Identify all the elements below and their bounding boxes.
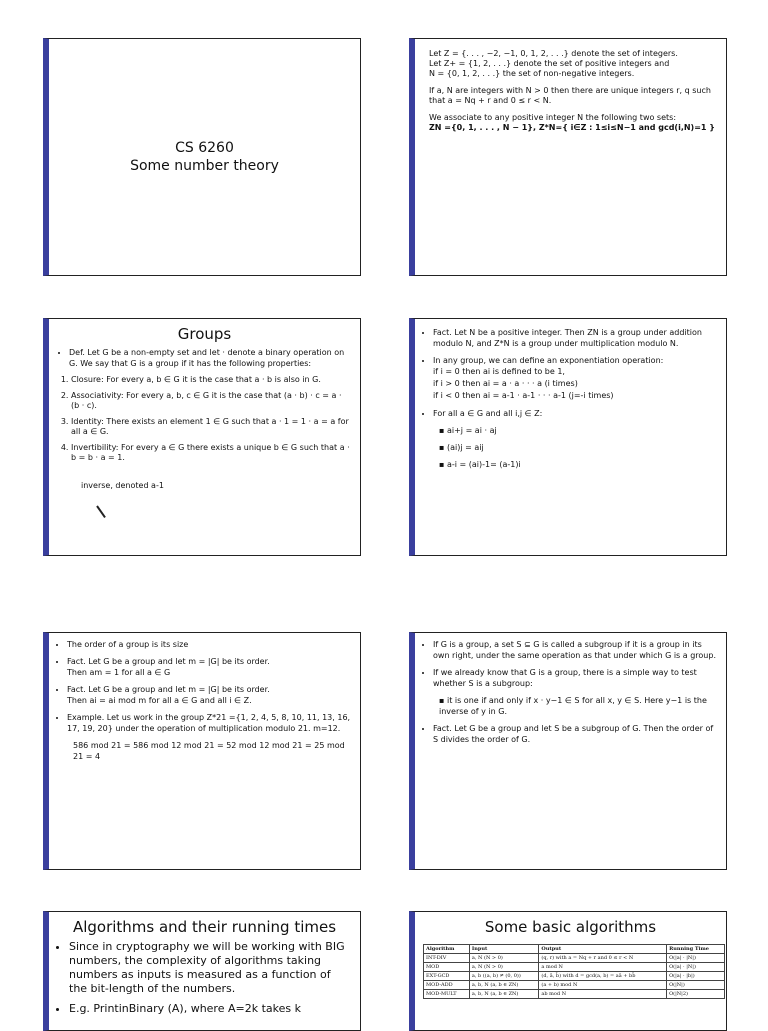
fact-bullet [67, 656, 352, 678]
course-number: CS 6260 [175, 140, 234, 156]
slide-title-cs6260 [43, 38, 361, 276]
table-cell: O(|N|) [667, 981, 725, 990]
property-item: 2. Associativity: For every a, b, c ∈ G it is the case that (a · b) · c = a · (b · c). [71, 391, 352, 411]
table-cell: a, b, N (a, b ∈ ZN) [469, 990, 539, 999]
table-cell: a, b, N (a, b ∈ ZN) [469, 981, 539, 990]
fact-line: Then ai = ai mod m for all a ∈ G and all i ∈ Z. [67, 696, 252, 705]
subgroup-test: • If we already know that G is a group, there is a simple way to test whether S is a subgroup: [433, 667, 718, 689]
header-output: Output [539, 945, 667, 954]
text-line: ZN ={0, 1, . . . , N − 1}, Z*N={ i∈Z : 1≤i≤N−1 and gcd(i,N)=1 } [429, 123, 715, 132]
slide-group-order [43, 632, 361, 870]
slide-7-title: Algorithms and their running times [72, 918, 337, 936]
table-row [424, 963, 725, 972]
property-item: 3. Identity: There exists an element 1 ∈ G such that a · 1 = 1 · a = a for all a ∈ G. [71, 417, 352, 437]
fact-line: • Fact. Let G be a group and let m = |G| be its order. [67, 657, 270, 666]
header-algorithm: Algorithm [424, 945, 470, 954]
text-line: N = {0, 1, 2, . . .} the set of non-negative integers. [429, 69, 635, 78]
table-cell: a mod N [539, 963, 667, 972]
table-row [424, 954, 725, 963]
fact-line: Then am = 1 for all a ∈ G [67, 668, 171, 677]
table-cell: ab mod N [539, 990, 667, 999]
table-cell: MOD-ADD [424, 981, 470, 990]
slide-groups [43, 318, 361, 556]
text-line: If a, N are integers with N > 0 then there are unique integers r, q such that a = Nq + r and 0 ≤ r < N. [429, 86, 711, 105]
order-bullet: • The order of a group is its size [67, 639, 352, 650]
slide-integers [409, 38, 727, 276]
table-cell: O(|a| · |b|) [667, 972, 725, 981]
text-line: Let Z = {. . . , −2, −1, 0, 1, 2, . . .} denote the set of integers. [429, 49, 678, 58]
example-calculation: 586 mod 21 = 586 mod 12 mod 21 = 52 mod 12 mod 21 = 25 mod 21 = 4 [73, 741, 345, 761]
table-cell: (a + b) mod N [539, 981, 667, 990]
subgroup-definition: • If G is a group, a set S ⊆ G is called a subgroup if it is a group in its own right, under the same operation as that under which G is a group. [433, 639, 718, 661]
fact-line: • Fact. Let G be a group and let m = |G| be its order. [67, 685, 270, 694]
lagrange-fact: • Fact. Let G be a group and let S be a subgroup of G. Then the order of S divides the order of G. [433, 723, 718, 745]
exponent-case: if i = 0 then ai is defined to be 1, [433, 367, 565, 376]
header-input: Input [469, 945, 539, 954]
slide-subgroups [409, 632, 727, 870]
algorithms-table [423, 944, 725, 999]
slide-1-title [49, 139, 360, 175]
table-cell: O(|a| · |N|) [667, 963, 725, 972]
inverse-note: inverse, denoted a-1 [81, 481, 164, 490]
text-line: We associate to any positive integer N the following two sets: [429, 113, 677, 122]
exponent-case: if i < 0 then ai = a-1 · a-1 · · · a-1 (j=-i times) [433, 391, 614, 400]
exponent-rule: ▪ ai+j = ai · aj [439, 425, 726, 436]
pointer-line [96, 505, 106, 518]
table-row [424, 981, 725, 990]
table-cell: a, N (N > 0) [469, 963, 539, 972]
fact-bullet: • Fact. Let N be a positive integer. Then ZN is a group under addition modulo N, and Z*N is a group under multiplication modulo N. [433, 327, 718, 349]
table-cell: MOD [424, 963, 470, 972]
table-row [424, 972, 725, 981]
course-subtitle: Some number theory [130, 158, 279, 174]
slide-3-title: Groups [177, 325, 232, 343]
example-bullet: • E.g. PrintinBinary (A), where A=2k takes k [69, 1002, 350, 1016]
subgroup-test-detail: ▪ it is one if and only if x · y−1 ∈ S for all x, y ∈ S. Here y−1 is the inverse of y in G. [439, 695, 718, 717]
header-running-time: Running Time [667, 945, 725, 954]
exponent-intro: • In any group, we can define an exponentiation operation: [433, 356, 664, 365]
table-cell: O(|a| · |N|) [667, 954, 725, 963]
example-bullet: • Example. Let us work in the group Z*21 ={1, 2, 4, 5, 8, 10, 11, 13, 16, 17, 19, 20} under the operation of multiplication modulo 21. m=12. [67, 712, 352, 734]
text-line: Let Z+ = {1, 2, . . .} denote the set of positive integers and [429, 59, 670, 68]
table-cell: MOD-MULT [424, 990, 470, 999]
slide-group-facts [409, 318, 727, 556]
rules-bullet: • For all a ∈ G and all i,j ∈ Z: [433, 408, 718, 419]
table-cell: a, N (N > 0) [469, 954, 539, 963]
table-row [424, 990, 725, 999]
slide-8-title: Some basic algorithms [484, 918, 657, 936]
property-item: 4. Invertibility: For every a ∈ G there exists a unique b ∈ G such that a · b = b · a = 1. [71, 443, 352, 463]
exponent-case: if i > 0 then ai = a · a · · · a (i times) [433, 379, 578, 388]
table-cell: a, b ((a, b) ≠ (0, 0)) [469, 972, 539, 981]
exponent-rule: ▪ a-i = (ai)-1= (a-1)i [439, 459, 726, 470]
slide-basic-algorithms [409, 911, 727, 1031]
table-cell: INT-DIV [424, 954, 470, 963]
exponent-rule: ▪ (ai)j = aij [439, 442, 726, 453]
complexity-bullet: • Since in cryptography we will be working with BIG numbers, the complexity of algorithms taking numbers as inputs is measured as a function of the bit-length of the numbers. [69, 940, 350, 996]
property-item: 1. Closure: For every a, b ∈ G it is the case that a · b is also in G. [71, 375, 352, 385]
exponent-bullet [433, 355, 718, 402]
table-header-row [424, 945, 725, 954]
table-cell: EXT-GCD [424, 972, 470, 981]
slide-algorithms [43, 911, 361, 1031]
fact-bullet [67, 684, 352, 706]
table-cell: (d, ā, b̄) with d = gcd(a, b) = aā + bb̄ [539, 972, 667, 981]
table-cell: (q, r) with a = Nq + r and 0 ≤ r < N [539, 954, 667, 963]
definition-text: • Def. Let G be a non-empty set and let · denote a binary operation on G. We say that G is a group if it has the following properties: [69, 347, 352, 369]
table-cell: O(|N|2) [667, 990, 725, 999]
